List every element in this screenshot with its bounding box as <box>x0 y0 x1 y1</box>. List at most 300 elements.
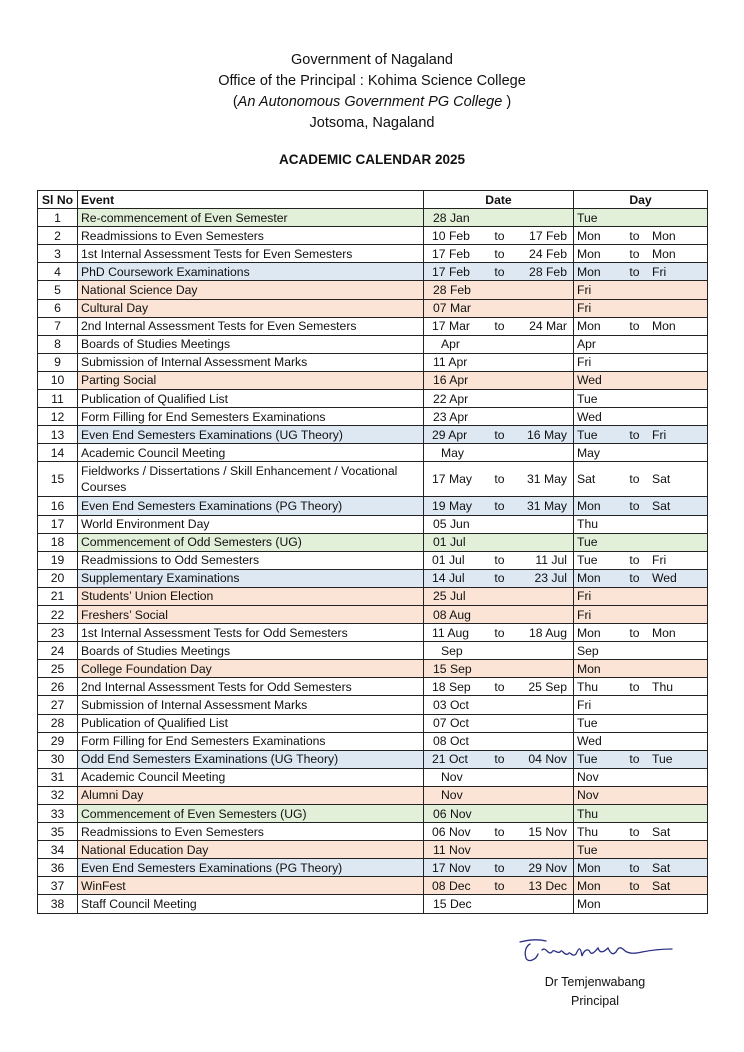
event-text: Alumni Day <box>81 788 144 803</box>
academic-calendar-table <box>37 190 708 914</box>
cell-date <box>424 371 574 389</box>
event-text: Supplementary Examinations <box>81 571 240 586</box>
date-start: Sep <box>441 643 463 658</box>
table-row <box>38 877 708 895</box>
cell-event <box>78 426 424 444</box>
table-row <box>38 786 708 804</box>
cell-day <box>574 227 708 245</box>
table-row <box>38 299 708 317</box>
date-end: 28 Feb <box>529 264 567 279</box>
cell-day <box>574 426 708 444</box>
column-header-sl-no: Sl No <box>38 191 78 209</box>
column-header-day: Day <box>574 191 708 209</box>
column-header-event: Event <box>78 191 424 209</box>
event-text: Form Filling for End Semesters Examinations <box>81 734 326 749</box>
day-start: Wed <box>577 734 602 749</box>
cell-event <box>78 227 424 245</box>
date-to: to <box>494 319 505 334</box>
cell-sl-no: 36 <box>38 859 78 877</box>
event-text: Academic Council Meeting <box>81 445 226 460</box>
date-start: 23 Apr <box>433 409 469 424</box>
cell-event <box>78 750 424 768</box>
cell-event <box>78 533 424 551</box>
event-text: Readmissions to Odd Semesters <box>81 553 260 568</box>
date-start: 28 Jan <box>433 210 470 225</box>
date-start: 17 Feb <box>432 246 470 261</box>
day-start: Mon <box>577 625 601 640</box>
event-text: Boards of Studies Meetings <box>81 643 231 658</box>
date-end: 11 Jul <box>535 553 567 568</box>
day-to: to <box>629 472 640 487</box>
cell-date <box>424 317 574 335</box>
cell-day <box>574 569 708 587</box>
cell-day <box>574 841 708 859</box>
cell-day <box>574 877 708 895</box>
table-row <box>38 335 708 353</box>
table-row <box>38 642 708 660</box>
cell-event <box>78 786 424 804</box>
cell-sl-no: 28 <box>38 714 78 732</box>
cell-date <box>424 714 574 732</box>
cell-event <box>78 353 424 371</box>
cell-day <box>574 317 708 335</box>
date-end: 17 Feb <box>529 228 567 243</box>
event-text: Parting Social <box>81 373 157 388</box>
day-end: Mon <box>652 319 676 334</box>
cell-day <box>574 551 708 569</box>
date-start: 17 May <box>432 472 472 487</box>
cell-sl-no: 27 <box>38 696 78 714</box>
day-end: Mon <box>652 625 676 640</box>
date-start: 17 Mar <box>432 319 470 334</box>
event-text: Staff Council Meeting <box>81 897 197 912</box>
table-row <box>38 227 708 245</box>
day-start: Fri <box>577 589 592 604</box>
cell-event <box>78 245 424 263</box>
table-row <box>38 859 708 877</box>
cell-event <box>78 823 424 841</box>
day-start: Sep <box>577 643 599 658</box>
day-to: to <box>629 319 640 334</box>
cell-date <box>424 786 574 804</box>
event-text: Even End Semesters Examinations (PG Theory) <box>81 860 343 875</box>
day-start: Thu <box>577 517 599 532</box>
cell-event <box>78 551 424 569</box>
date-to: to <box>494 878 505 893</box>
cell-sl-no: 20 <box>38 569 78 587</box>
table-header-row <box>38 191 708 209</box>
cell-sl-no: 12 <box>38 408 78 426</box>
day-start: Wed <box>577 409 602 424</box>
cell-sl-no: 30 <box>38 750 78 768</box>
date-end: 31 May <box>527 472 567 487</box>
date-start: 01 Jul <box>432 553 465 568</box>
signatory-role: Principal <box>571 994 619 1008</box>
cell-sl-no: 16 <box>38 497 78 515</box>
cell-sl-no: 17 <box>38 515 78 533</box>
date-start: 18 Sep <box>432 679 471 694</box>
day-start: Mon <box>577 498 601 513</box>
cell-day <box>574 805 708 823</box>
date-start: 17 Feb <box>432 264 470 279</box>
cell-day <box>574 515 708 533</box>
event-text: PhD Coursework Examinations <box>81 264 250 279</box>
date-start: 14 Jul <box>432 571 465 586</box>
cell-date <box>424 569 574 587</box>
day-end: Sat <box>652 860 671 875</box>
cell-event <box>78 371 424 389</box>
cell-day <box>574 714 708 732</box>
table-row <box>38 569 708 587</box>
cell-date <box>424 877 574 895</box>
cell-day <box>574 462 708 497</box>
cell-date <box>424 895 574 913</box>
day-start: Sat <box>577 472 596 487</box>
cell-date <box>424 678 574 696</box>
date-to: to <box>494 860 505 875</box>
cell-day <box>574 209 708 227</box>
date-start: May <box>441 445 465 460</box>
day-start: Tue <box>577 210 598 225</box>
cell-sl-no: 29 <box>38 732 78 750</box>
event-text: Submission of Internal Assessment Marks <box>81 355 308 370</box>
day-start: Thu <box>577 679 599 694</box>
day-end: Mon <box>652 246 676 261</box>
cell-day <box>574 245 708 263</box>
cell-day <box>574 408 708 426</box>
date-end: 16 May <box>527 427 567 442</box>
table-row <box>38 823 708 841</box>
table-row <box>38 390 708 408</box>
date-end: 29 Nov <box>528 860 567 875</box>
date-end: 18 Aug <box>529 625 567 640</box>
cell-day <box>574 444 708 462</box>
day-to: to <box>629 752 640 767</box>
cell-event <box>78 281 424 299</box>
table-row <box>38 263 708 281</box>
day-start: Mon <box>577 860 601 875</box>
column-header-date: Date <box>424 191 574 209</box>
date-start: 08 Dec <box>432 878 471 893</box>
cell-sl-no: 23 <box>38 624 78 642</box>
cell-sl-no: 25 <box>38 660 78 678</box>
day-end: Thu <box>652 679 674 694</box>
date-to: to <box>494 553 505 568</box>
table-body <box>38 209 708 913</box>
day-to: to <box>629 498 640 513</box>
table-row <box>38 281 708 299</box>
date-start: 01 Jul <box>433 535 466 550</box>
date-start: 17 Nov <box>432 860 471 875</box>
cell-date <box>424 732 574 750</box>
cell-event <box>78 642 424 660</box>
header-college-status-italic: An Autonomous Government PG College <box>237 94 503 110</box>
signatory-name: Dr Temjenwabang <box>544 975 646 989</box>
event-text: National Science Day <box>81 283 198 298</box>
cell-event <box>78 587 424 605</box>
day-start: Thu <box>577 806 599 821</box>
cell-date <box>424 353 574 371</box>
table-row <box>38 678 708 696</box>
date-to: to <box>494 824 505 839</box>
cell-date <box>424 444 574 462</box>
table-row <box>38 624 708 642</box>
header-government: Government of Nagaland <box>290 52 453 68</box>
document-header <box>0 50 744 134</box>
cell-day <box>574 678 708 696</box>
date-end: 24 Feb <box>529 246 567 261</box>
cell-day <box>574 281 708 299</box>
date-start: 05 Jun <box>433 517 470 532</box>
table-row <box>38 245 708 263</box>
header-college-status: (An Autonomous Government PG College ) <box>232 94 512 110</box>
table-row <box>38 768 708 786</box>
cell-date <box>424 768 574 786</box>
cell-day <box>574 605 708 623</box>
cell-date <box>424 426 574 444</box>
cell-day <box>574 732 708 750</box>
cell-sl-no: 8 <box>38 335 78 353</box>
day-to: to <box>629 878 640 893</box>
date-start: 11 Nov <box>433 842 471 857</box>
event-text: Cultural Day <box>81 301 149 316</box>
cell-sl-no: 9 <box>38 353 78 371</box>
day-to: to <box>629 553 640 568</box>
date-start: 11 Aug <box>432 625 470 640</box>
cell-day <box>574 642 708 660</box>
cell-date <box>424 859 574 877</box>
date-start: 10 Feb <box>432 228 470 243</box>
cell-sl-no: 38 <box>38 895 78 913</box>
day-end: Wed <box>652 571 677 586</box>
cell-event <box>78 624 424 642</box>
table-row <box>38 841 708 859</box>
event-text: Commencement of Odd Semesters (UG) <box>81 535 302 550</box>
date-end: 13 Dec <box>528 878 567 893</box>
cell-event <box>78 768 424 786</box>
cell-date <box>424 263 574 281</box>
cell-day <box>574 390 708 408</box>
cell-day <box>574 263 708 281</box>
day-start: Tue <box>577 752 598 767</box>
cell-sl-no: 11 <box>38 390 78 408</box>
day-start: Mon <box>577 661 601 676</box>
cell-day <box>574 660 708 678</box>
cell-sl-no: 34 <box>38 841 78 859</box>
cell-sl-no: 31 <box>38 768 78 786</box>
day-start: Fri <box>577 283 592 298</box>
event-text: Odd End Semesters Examinations (UG Theory) <box>81 752 339 767</box>
cell-date <box>424 660 574 678</box>
table-row <box>38 515 708 533</box>
day-end: Fri <box>652 264 667 279</box>
day-end: Sat <box>652 824 671 839</box>
cell-day <box>574 299 708 317</box>
cell-event <box>78 714 424 732</box>
date-start: 03 Oct <box>433 697 469 712</box>
event-text: 2nd Internal Assessment Tests for Odd Semesters <box>81 679 352 694</box>
cell-date <box>424 696 574 714</box>
table-row <box>38 317 708 335</box>
day-to: to <box>629 264 640 279</box>
day-to: to <box>629 625 640 640</box>
cell-event <box>78 515 424 533</box>
date-start: 28 Feb <box>433 283 471 298</box>
cell-date <box>424 805 574 823</box>
cell-event <box>78 660 424 678</box>
signatory <box>520 973 670 1011</box>
page-title: ACADEMIC CALENDAR 2025 <box>278 152 466 167</box>
date-to: to <box>494 228 505 243</box>
event-text: Publication of Qualified List <box>81 716 229 731</box>
cell-event <box>78 696 424 714</box>
date-start: 15 Sep <box>433 661 472 676</box>
day-start: Mon <box>577 246 601 261</box>
cell-date <box>424 408 574 426</box>
day-start: Tue <box>577 427 598 442</box>
day-end: Fri <box>652 427 667 442</box>
day-start: Tue <box>577 842 598 857</box>
day-start: Tue <box>577 535 598 550</box>
cell-event <box>78 317 424 335</box>
cell-sl-no: 26 <box>38 678 78 696</box>
cell-date <box>424 587 574 605</box>
event-text: World Environment Day <box>81 517 210 532</box>
date-start: 06 Nov <box>433 806 472 821</box>
cell-event <box>78 841 424 859</box>
cell-event <box>78 678 424 696</box>
event-text: Academic Council Meeting <box>81 770 226 785</box>
event-text: Freshers’ Social <box>81 607 168 622</box>
cell-event <box>78 877 424 895</box>
date-to: to <box>494 264 505 279</box>
date-start: 25 Jul <box>433 589 466 604</box>
date-start: 07 Oct <box>433 716 469 731</box>
cell-date <box>424 335 574 353</box>
date-to: to <box>494 625 505 640</box>
cell-date <box>424 642 574 660</box>
date-end: 23 Jul <box>534 571 567 586</box>
date-start: 07 Mar <box>433 301 471 316</box>
event-text: Boards of Studies Meetings <box>81 337 231 352</box>
cell-event <box>78 895 424 913</box>
day-start: Tue <box>577 391 598 406</box>
date-start: 16 Apr <box>433 373 469 388</box>
cell-day <box>574 371 708 389</box>
table-row <box>38 805 708 823</box>
date-to: to <box>494 498 505 513</box>
header-location: Jotsoma, Nagaland <box>309 115 435 131</box>
cell-day <box>574 353 708 371</box>
table-row <box>38 497 708 515</box>
date-to: to <box>494 679 505 694</box>
table-row <box>38 444 708 462</box>
date-to: to <box>494 472 505 487</box>
table-row <box>38 587 708 605</box>
date-end: 04 Nov <box>528 752 567 767</box>
event-text: Submission of Internal Assessment Marks <box>81 697 308 712</box>
cell-event <box>78 408 424 426</box>
cell-sl-no: 35 <box>38 823 78 841</box>
cell-day <box>574 696 708 714</box>
cell-event <box>78 444 424 462</box>
cell-date <box>424 497 574 515</box>
date-to: to <box>494 427 505 442</box>
cell-event <box>78 390 424 408</box>
cell-sl-no: 14 <box>38 444 78 462</box>
day-start: Nov <box>577 788 599 803</box>
day-to: to <box>629 228 640 243</box>
table-row <box>38 605 708 623</box>
cell-event <box>78 805 424 823</box>
table-row <box>38 426 708 444</box>
cell-day <box>574 587 708 605</box>
day-to: to <box>629 571 640 586</box>
cell-date <box>424 245 574 263</box>
cell-day <box>574 497 708 515</box>
day-start: Fri <box>577 697 592 712</box>
cell-sl-no: 24 <box>38 642 78 660</box>
cell-date <box>424 533 574 551</box>
cell-day <box>574 768 708 786</box>
day-to: to <box>629 427 640 442</box>
cell-date <box>424 227 574 245</box>
table-row <box>38 732 708 750</box>
day-start: Mon <box>577 878 601 893</box>
cell-event <box>78 732 424 750</box>
cell-date <box>424 390 574 408</box>
table-row <box>38 209 708 227</box>
date-end: 31 May <box>527 498 567 513</box>
cell-event <box>78 497 424 515</box>
table-row <box>38 353 708 371</box>
date-start: 11 Apr <box>433 355 468 370</box>
event-text: National Education Day <box>81 842 209 857</box>
date-start: 22 Apr <box>433 391 469 406</box>
cell-event <box>78 605 424 623</box>
date-start: 15 Dec <box>433 897 472 912</box>
table-row <box>38 660 708 678</box>
table-row <box>38 696 708 714</box>
event-text: Readmissions to Even Semesters <box>81 824 264 839</box>
cell-day <box>574 624 708 642</box>
cell-event <box>78 335 424 353</box>
cell-day <box>574 823 708 841</box>
cell-date <box>424 551 574 569</box>
cell-event <box>78 462 424 497</box>
day-to: to <box>629 824 640 839</box>
day-start: Wed <box>577 373 602 388</box>
date-start: Apr <box>441 337 460 352</box>
cell-sl-no: 3 <box>38 245 78 263</box>
day-to: to <box>629 860 640 875</box>
cell-sl-no: 18 <box>38 533 78 551</box>
cell-day <box>574 786 708 804</box>
cell-sl-no: 2 <box>38 227 78 245</box>
day-start: Tue <box>577 716 598 731</box>
day-start: Tue <box>577 553 598 568</box>
cell-sl-no: 22 <box>38 605 78 623</box>
cell-sl-no: 19 <box>38 551 78 569</box>
day-start: Fri <box>577 607 592 622</box>
date-start: 19 May <box>432 498 472 513</box>
table-row <box>38 533 708 551</box>
day-start: Mon <box>577 571 601 586</box>
cell-sl-no: 5 <box>38 281 78 299</box>
cell-sl-no: 37 <box>38 877 78 895</box>
day-end: Mon <box>652 228 676 243</box>
cell-sl-no: 4 <box>38 263 78 281</box>
